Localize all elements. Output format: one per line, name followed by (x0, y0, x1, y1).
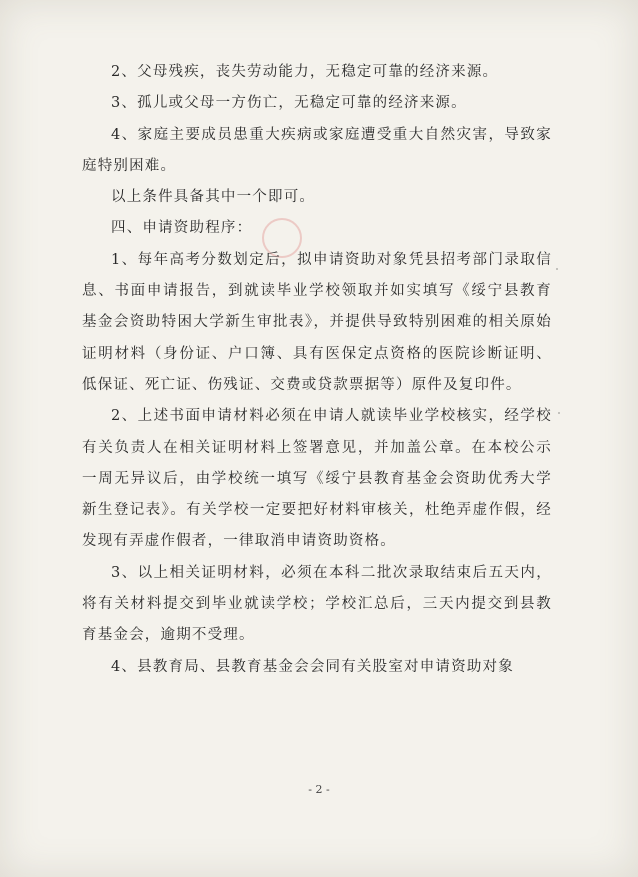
section-heading-procedure: 四、申请资助程序： (111, 220, 253, 237)
page-number: - 2 - (308, 783, 330, 796)
scan-speck (556, 268, 558, 270)
paragraph-procedure-4: 4、县教育局、县教育基金会会同有关股室对申请资助对象 (111, 658, 514, 675)
paragraph-condition-4: 4、家庭主要成员患重大疾病或家庭遭受重大自然灾害，导致家庭特别困难。 (82, 126, 552, 174)
paragraph-procedure-2: 2、上述书面申请材料必须在申请人就读毕业学校核实，经学校有关负责人在相关证明材料上签署意见，并加盖公章。在本校公示一周无异议后，由学校统一填写《绥宁县教育基金会资助优秀大学新生登记表》。有关学校一定要把好材料审核关，杜绝弄虚作假，经发现有弄虚作假者，一律取消申请资助资格。 (82, 408, 552, 550)
paragraph-condition-2: 2、父母残疾，丧失劳动能力，无稳定可靠的经济来源。 (111, 64, 499, 80)
paragraph-procedure-3: 3、以上相关证明材料，必须在本科二批次录取结束后五天内，将有关材料提交到毕业就读学校；学校汇总后，三天内提交到县教育基金会，逾期不受理。 (82, 564, 552, 644)
paragraph-conditions-note: 以上条件具备其中一个即可。 (111, 189, 316, 206)
document-body (82, 57, 552, 683)
paragraph-procedure-1: 1、每年高考分数划定后，拟申请资助对象凭县招考部门录取信息、书面申请报告，到就读毕业学校领取并如实填写《绥宁县教育基金会资助特困大学新生审批表》，并提供导致特别困难的相关原始证明材料（身份证、户口簿、具有医保定点资格的医院诊断证明、低保证、死亡证、伤残证、交费或贷款票据等）原件及复印件。 (82, 251, 552, 393)
scan-speck (558, 412, 560, 414)
paragraph-condition-3: 3、孤儿或父母一方伤亡，无稳定可靠的经济来源。 (111, 95, 467, 112)
